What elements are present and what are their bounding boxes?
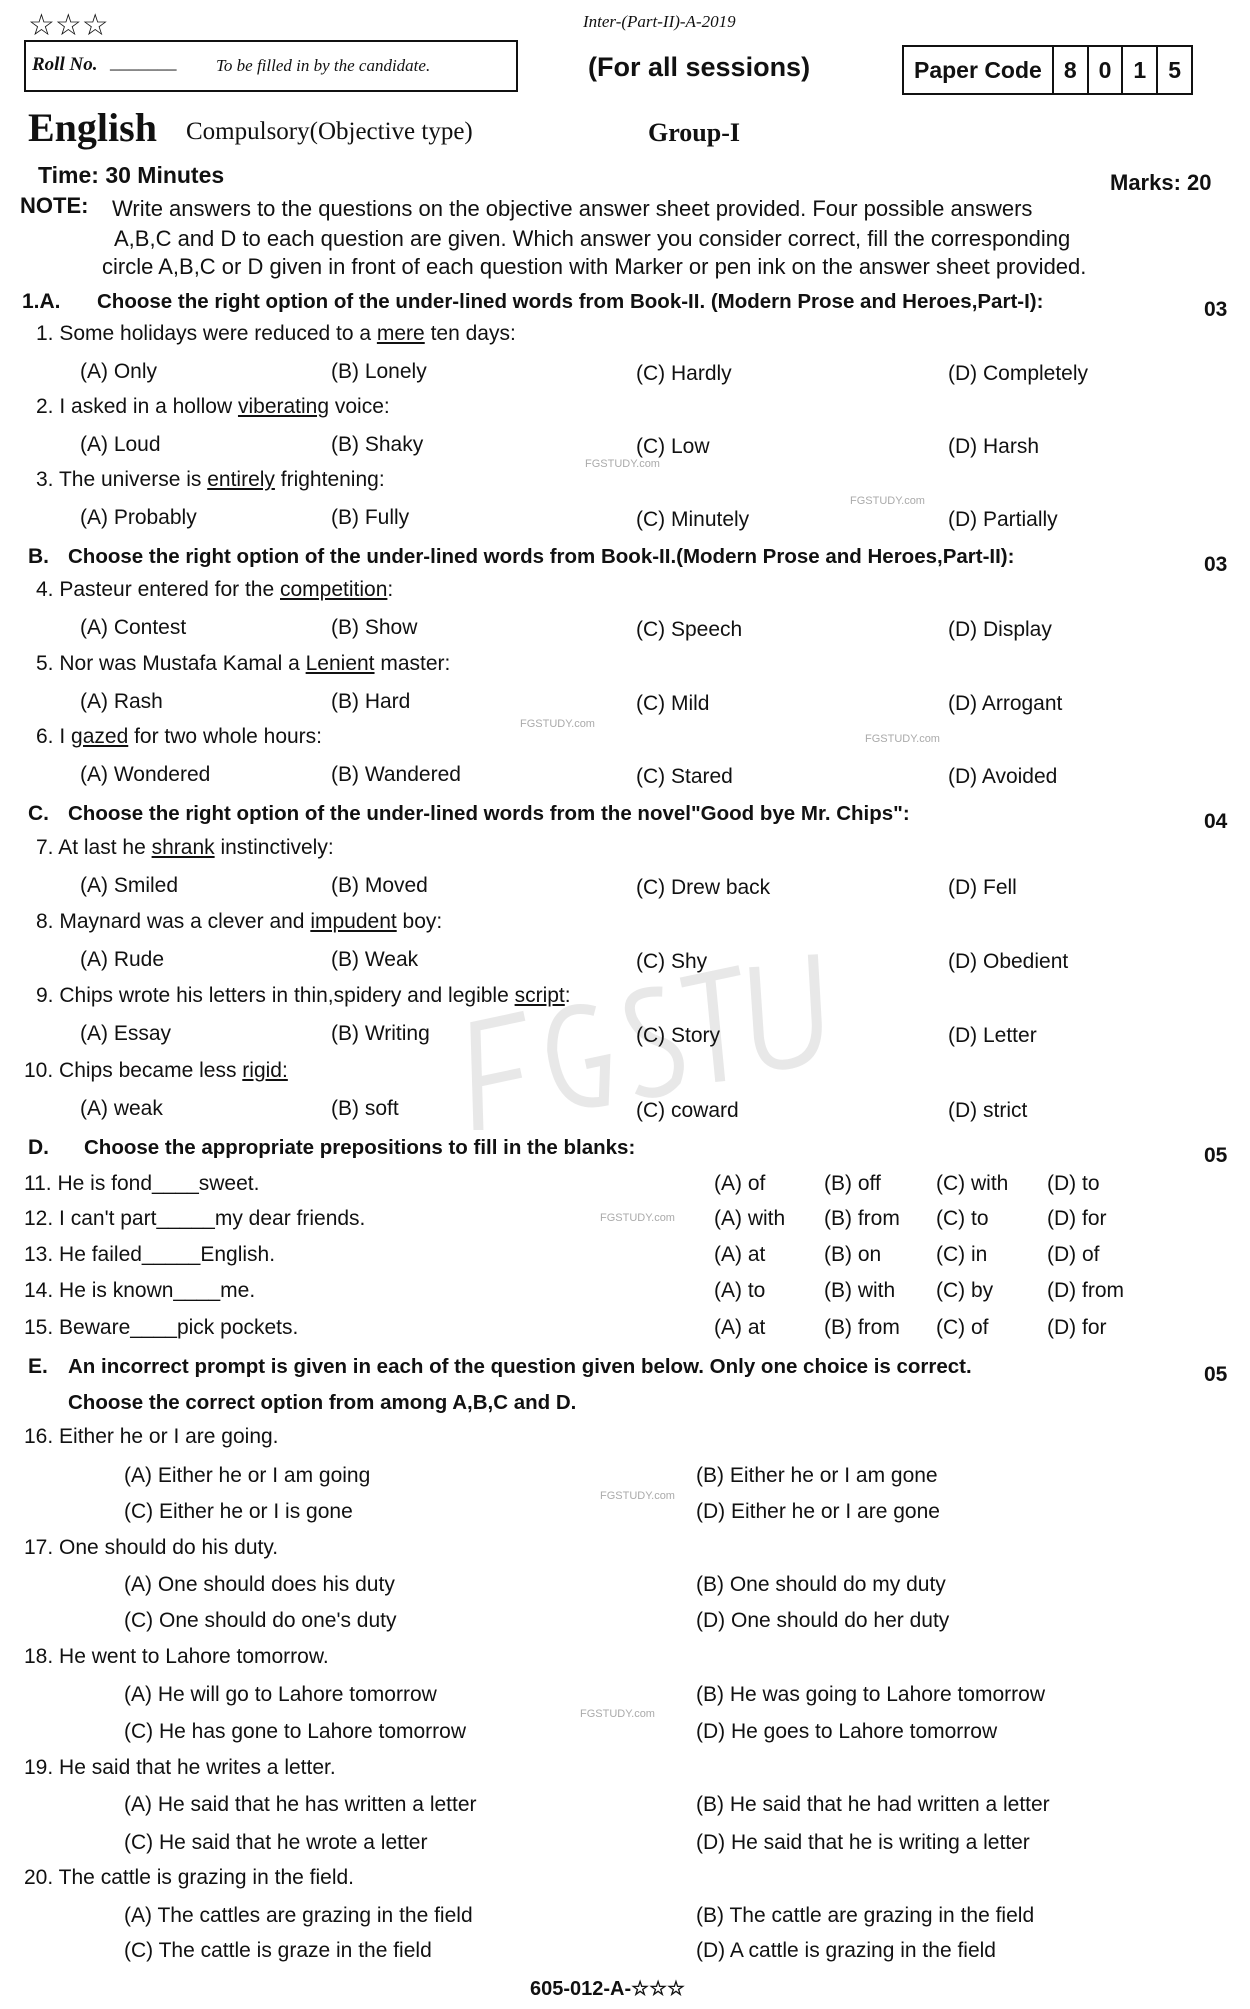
answer-option[interactable]: (D) strict <box>948 1099 1028 1122</box>
answer-option[interactable]: (D) for <box>1047 1207 1107 1230</box>
question-number: 4. <box>36 578 54 601</box>
answer-option[interactable]: (C) Story <box>636 1024 720 1047</box>
answer-option[interactable]: (B) Shaky <box>331 433 424 456</box>
answer-option[interactable]: (A) weak <box>80 1097 163 1120</box>
question-number: 3. <box>36 468 54 491</box>
question-text: I can't part_____my dear friends. <box>59 1207 366 1230</box>
section-marks: 03 <box>1204 298 1228 321</box>
underlined-word: Lenient <box>305 652 375 675</box>
underlined-word: script <box>514 984 565 1007</box>
question-number: 9. <box>36 984 54 1007</box>
answer-option[interactable]: (A) Contest <box>80 616 187 639</box>
section-label: E. <box>28 1355 48 1378</box>
question-text: One should do his duty. <box>59 1536 279 1559</box>
answer-option[interactable]: (D) Either he or I are gone <box>696 1500 940 1523</box>
answer-option[interactable]: (D) to <box>1047 1172 1100 1195</box>
question-number: 17. <box>24 1536 54 1559</box>
question-15 <box>24 1316 298 1340</box>
answer-option[interactable]: (B) The cattle are grazing in the field <box>696 1904 1035 1927</box>
answer-option[interactable]: (A) Smiled <box>80 874 179 897</box>
question-number: 6. <box>36 725 54 748</box>
answer-option[interactable]: (B) off <box>824 1172 881 1195</box>
underlined-word: rigid: <box>242 1059 288 1082</box>
question-number: 5. <box>36 652 54 675</box>
question-text: Beware____pick pockets. <box>59 1316 299 1339</box>
answer-option[interactable]: (D) He goes to Lahore tomorrow <box>696 1720 998 1743</box>
answer-option[interactable]: (A) Rude <box>80 948 165 971</box>
answer-option[interactable]: (A) Loud <box>80 433 161 456</box>
section-marks: 05 <box>1204 1144 1228 1167</box>
question-3 <box>36 468 385 492</box>
answer-option[interactable]: (C) One should do one's duty <box>124 1609 397 1632</box>
answer-option[interactable]: (B) Weak <box>331 948 419 971</box>
answer-option[interactable]: (B) from <box>824 1207 900 1230</box>
answer-option[interactable]: (A) with <box>714 1207 786 1230</box>
section-marks: 03 <box>1204 553 1228 576</box>
question-text: He said that he writes a letter. <box>59 1756 336 1779</box>
answer-option[interactable]: (A) Either he or I am going <box>124 1464 371 1487</box>
answer-option[interactable]: (C) Either he or I is gone <box>124 1500 353 1523</box>
answer-option[interactable]: (C) The cattle is graze in the field <box>124 1939 432 1962</box>
question-number: 20. <box>24 1866 54 1889</box>
answer-option[interactable]: (A) He will go to Lahore tomorrow <box>124 1683 437 1706</box>
question-number: 16. <box>24 1425 54 1448</box>
question-text: Some holidays were reduced to a <box>59 322 377 345</box>
answer-option[interactable]: (B) Wandered <box>331 763 461 786</box>
answer-option[interactable]: (C) with <box>936 1172 1009 1195</box>
section-instruction: Choose the correct option from among A,B,C and D. <box>68 1391 577 1414</box>
answer-option[interactable]: (D) for <box>1047 1316 1107 1339</box>
answer-option[interactable]: (B) from <box>824 1316 900 1339</box>
answer-option[interactable]: (C) Speech <box>636 618 743 641</box>
question-text: He went to Lahore tomorrow. <box>59 1645 329 1668</box>
question-6 <box>36 725 322 749</box>
answer-option[interactable]: (C) in <box>936 1243 988 1266</box>
exam-title: Inter-(Part-II)-A-2019 <box>583 12 736 31</box>
underlined-word: shrank <box>151 836 215 859</box>
question-11 <box>24 1172 259 1196</box>
time-label: Time: 30 Minutes <box>38 162 225 188</box>
answer-option[interactable]: (A) Only <box>80 360 158 383</box>
paper-code-digit: 8 <box>1053 46 1088 94</box>
subject-title: English <box>28 105 157 150</box>
answer-option[interactable]: (D) from <box>1047 1279 1124 1302</box>
answer-option[interactable]: (D) Fell <box>948 876 1017 899</box>
note-line: Write answers to the questions on the objective answer sheet provided. Four possible answers <box>112 196 1033 221</box>
question-text: : <box>564 984 571 1007</box>
question-13 <box>24 1243 275 1267</box>
answer-option[interactable]: (A) Probably <box>80 506 197 529</box>
question-number: 15. <box>24 1316 54 1339</box>
answer-option[interactable]: (A) Essay <box>80 1022 172 1045</box>
question-2 <box>36 395 390 419</box>
roll-note: To be filled in by the candidate. <box>216 56 431 75</box>
answer-option[interactable]: (C) coward <box>636 1099 739 1122</box>
question-text: The universe is <box>58 468 208 491</box>
watermark-text: FGSTUDY.com <box>580 1708 655 1720</box>
answer-option[interactable]: (B) He said that he had written a letter <box>696 1793 1050 1816</box>
answer-option[interactable]: (C) Low <box>636 435 710 458</box>
section-instruction: Choose the right option of the under-lined words from Book-II.(Modern Prose and Heroes,Part-II): <box>68 545 1015 568</box>
note-line: circle A,B,C or D given in front of each question with Marker or pen ink on the answer sheet provided. <box>102 254 1087 279</box>
section-instruction: Choose the right option of the under-lined words from Book-II. (Modern Prose and Heroes,Part-I): <box>97 290 1044 313</box>
answer-option[interactable]: (A) of <box>714 1172 766 1195</box>
question-number: 14. <box>24 1279 54 1302</box>
question-text: ten days: <box>424 322 516 345</box>
answer-option[interactable]: (C) to <box>936 1207 989 1230</box>
question-text: Nor was Mustafa Kamal a <box>59 652 306 675</box>
answer-option[interactable]: (A) at <box>714 1316 766 1339</box>
question-16 <box>24 1425 279 1449</box>
section-marks: 04 <box>1204 810 1228 833</box>
question-text: Either he or I are going. <box>59 1425 279 1448</box>
answer-option[interactable]: (C) Mild <box>636 692 710 715</box>
answer-option[interactable]: (A) He said that he has written a letter <box>124 1793 477 1816</box>
answer-option[interactable]: (B) Either he or I am gone <box>696 1464 938 1487</box>
paper-code-label: Paper Code <box>903 46 1053 94</box>
question-number: 13. <box>24 1243 54 1266</box>
question-10 <box>24 1059 288 1083</box>
answer-option[interactable]: (C) Hardly <box>636 362 732 385</box>
roll-label: Roll No. <box>32 54 98 75</box>
answer-option[interactable]: (C) He said that he wrote a letter <box>124 1831 428 1854</box>
underlined-word: gazed <box>71 725 129 748</box>
answer-option[interactable]: (B) on <box>824 1243 882 1266</box>
question-5 <box>36 652 450 676</box>
note-label: NOTE: <box>20 193 89 218</box>
answer-option[interactable]: (C) by <box>936 1279 994 1302</box>
answer-option[interactable]: (D) Avoided <box>948 765 1058 788</box>
answer-option[interactable]: (B) Show <box>331 616 418 639</box>
question-text: : <box>387 578 394 601</box>
section-instruction: Choose the appropriate prepositions to fill in the blanks: <box>84 1136 636 1159</box>
sessions-label: (For all sessions) <box>588 52 811 82</box>
question-text: Maynard was a clever and <box>59 910 311 933</box>
question-14 <box>24 1279 255 1303</box>
underlined-word: mere <box>376 322 425 345</box>
question-text: The cattle is grazing in the field. <box>58 1866 354 1889</box>
question-text: master: <box>374 652 451 675</box>
question-number: 2. <box>36 395 54 418</box>
footer-code: 605-012-A-☆☆☆ <box>530 1978 685 2000</box>
answer-option[interactable]: (B) Hard <box>331 690 411 713</box>
underlined-word: impudent <box>310 910 397 933</box>
answer-option[interactable]: (D) One should do her duty <box>696 1609 950 1632</box>
answer-option[interactable]: (A) to <box>714 1279 766 1302</box>
answer-option[interactable]: (A) Rash <box>80 690 163 713</box>
answer-option[interactable]: (B) Fully <box>331 506 410 529</box>
roll-blank: _______ <box>110 52 177 73</box>
section-label: B. <box>28 545 49 568</box>
underlined-word: competition <box>280 578 388 601</box>
paper-code-table <box>902 45 1193 95</box>
question-text: frightening: <box>274 468 385 491</box>
section-marks: 05 <box>1204 1363 1228 1386</box>
question-number: 19. <box>24 1756 54 1779</box>
answer-option[interactable]: (C) Drew back <box>636 876 771 899</box>
answer-option[interactable]: (C) He has gone to Lahore tomorrow <box>124 1720 466 1743</box>
question-text: Chips wrote his letters in thin,spidery and legible <box>59 984 515 1007</box>
answer-option[interactable]: (D) He said that he is writing a letter <box>696 1831 1030 1854</box>
question-text: for two whole hours: <box>128 725 323 748</box>
answer-option[interactable]: (D) Display <box>948 618 1052 641</box>
answer-option[interactable]: (B) He was going to Lahore tomorrow <box>696 1683 1045 1706</box>
question-number: 1. <box>36 322 54 345</box>
question-text: I asked in a hollow <box>59 395 238 418</box>
paper-code-digit: 1 <box>1122 46 1157 94</box>
question-number: 12. <box>24 1207 54 1230</box>
section-label: 1.A. <box>22 290 61 313</box>
answer-option[interactable]: (B) Writing <box>331 1022 430 1045</box>
answer-option[interactable]: (C) Shy <box>636 950 708 973</box>
group-label: Group-I <box>648 118 740 147</box>
question-text: He is known____me. <box>59 1279 256 1302</box>
watermark-text: FGSTUDY.com <box>600 1490 675 1502</box>
paper-code-digit: 0 <box>1088 46 1123 94</box>
question-19 <box>24 1756 336 1780</box>
watermark-text: FGSTUDY.com <box>600 1212 675 1224</box>
answer-option[interactable]: (D) A cattle is grazing in the field <box>696 1939 996 1962</box>
answer-option[interactable]: (D) Letter <box>948 1024 1037 1047</box>
note-line: A,B,C and D to each question are given. Which answer you consider correct, fill the corresponding <box>114 226 1071 251</box>
question-number: 8. <box>36 910 54 933</box>
question-17 <box>24 1536 278 1560</box>
question-text: I <box>59 725 72 748</box>
watermark-text: FGSTUDY.com <box>865 733 940 745</box>
section-instruction: An incorrect prompt is given in each of the question given below. Only one choice is correct. <box>68 1355 972 1378</box>
question-number: 18. <box>24 1645 54 1668</box>
question-text: instinctively: <box>214 836 334 859</box>
question-number: 7. <box>36 836 54 859</box>
question-text: Chips became less <box>59 1059 243 1082</box>
marks-label: Marks: 20 <box>1110 170 1212 195</box>
answer-option[interactable]: (D) Partially <box>948 508 1058 531</box>
section-label: C. <box>28 802 49 825</box>
answer-option[interactable]: (B) with <box>824 1279 896 1302</box>
answer-option[interactable]: (B) One should do my duty <box>696 1573 946 1596</box>
answer-option[interactable]: (D) of <box>1047 1243 1100 1266</box>
question-12 <box>24 1207 365 1231</box>
question-text: voice: <box>329 395 390 418</box>
question-text: Pasteur entered for the <box>59 578 280 601</box>
question-20 <box>24 1866 354 1890</box>
question-text: At last he <box>58 836 152 859</box>
section-instruction: Choose the right option of the under-lined words from the novel"Good bye Mr. Chips": <box>68 802 910 825</box>
roll-number-box[interactable] <box>24 40 518 92</box>
section-label: D. <box>28 1136 49 1159</box>
answer-option[interactable]: (B) Moved <box>331 874 428 897</box>
question-1 <box>36 322 516 346</box>
answer-option[interactable]: (A) at <box>714 1243 766 1266</box>
answer-option[interactable]: (C) of <box>936 1316 989 1339</box>
answer-option[interactable]: (C) Minutely <box>636 508 750 531</box>
paper-code-digit: 5 <box>1157 46 1192 94</box>
answer-option[interactable]: (D) Harsh <box>948 435 1040 458</box>
answer-option[interactable]: (A) The cattles are grazing in the field <box>124 1904 473 1927</box>
answer-option[interactable]: (D) Completely <box>948 362 1089 385</box>
answer-option[interactable]: (B) Lonely <box>331 360 427 383</box>
answer-option[interactable]: (D) Obedient <box>948 950 1069 973</box>
answer-option[interactable]: (A) One should does his duty <box>124 1573 395 1596</box>
answer-option[interactable]: (B) soft <box>331 1097 399 1120</box>
answer-option[interactable]: (C) Stared <box>636 765 733 788</box>
stars-mark: ☆☆☆ <box>28 9 109 42</box>
watermark-text: FGSTUDY.com <box>850 495 925 507</box>
question-18 <box>24 1645 329 1669</box>
question-9 <box>36 984 571 1008</box>
question-number: 11. <box>24 1172 52 1195</box>
question-text: boy: <box>396 910 443 933</box>
answer-option[interactable]: (D) Arrogant <box>948 692 1063 715</box>
watermark-text: FGSTUDY.com <box>585 458 660 470</box>
underlined-word: viberating <box>237 395 330 418</box>
question-text: He failed_____English. <box>59 1243 276 1266</box>
question-number: 10. <box>24 1059 54 1082</box>
question-text: He is fond____sweet. <box>57 1172 260 1195</box>
answer-option[interactable]: (A) Wondered <box>80 763 211 786</box>
subject-subtitle: Compulsory(Objective type) <box>186 118 473 145</box>
question-8 <box>36 910 442 934</box>
watermark-text: FGSTUDY.com <box>520 718 595 730</box>
question-7 <box>36 836 334 860</box>
underlined-word: entirely <box>207 468 275 491</box>
question-4 <box>36 578 393 602</box>
